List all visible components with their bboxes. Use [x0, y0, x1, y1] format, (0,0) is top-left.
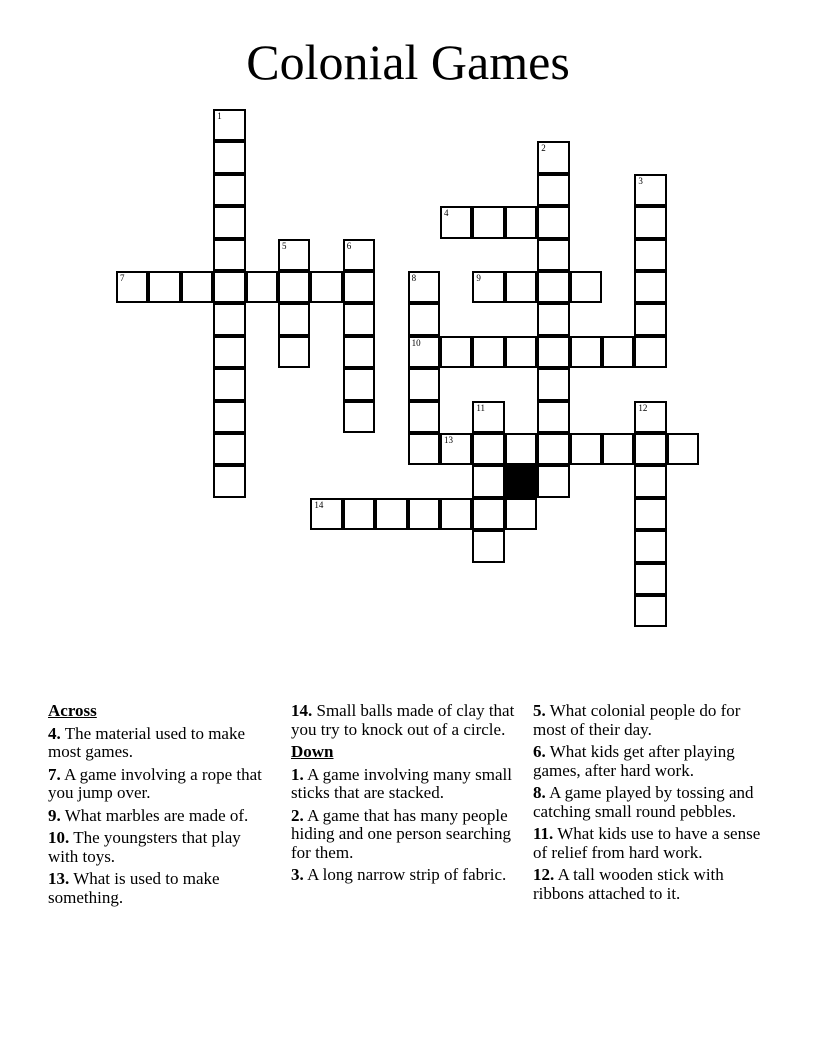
down-heading: Down [291, 742, 334, 761]
clue-across-14 [291, 702, 521, 739]
grid-cell[interactable] [634, 174, 666, 206]
clue-number: 8. [533, 783, 546, 802]
clue-column-3 [533, 702, 763, 907]
grid-cell[interactable] [634, 530, 666, 562]
clue-number: 7. [48, 764, 61, 784]
cell-number: 1 [217, 111, 222, 121]
grid-cell[interactable] [343, 498, 375, 530]
cell-number: 13 [444, 435, 453, 445]
grid-cell[interactable] [537, 368, 569, 400]
grid-cell[interactable] [505, 271, 537, 303]
clue-text: What is used to make something. [48, 869, 220, 907]
grid-cell[interactable] [181, 271, 213, 303]
cell-number: 14 [314, 499, 324, 510]
clue-text: A game played by tossing and catching small round pebbles. [533, 783, 754, 821]
grid-cell[interactable] [440, 433, 472, 465]
clue-text: Small balls made of clay that you try to knock out of a circle. [291, 701, 515, 739]
puzzle-title: Colonial Games [246, 34, 570, 90]
clue-column-1 [48, 702, 273, 911]
grid-cell[interactable] [472, 336, 504, 368]
crossword-grid [117, 110, 699, 628]
grid-cell[interactable] [278, 336, 310, 368]
grid-cell[interactable] [440, 336, 472, 368]
grid-cell[interactable] [213, 271, 245, 303]
clue-column-2 [291, 702, 521, 889]
grid-cell[interactable] [570, 433, 602, 465]
grid-cell[interactable] [343, 303, 375, 335]
grid-cell[interactable] [472, 433, 504, 465]
cell-number: 6 [346, 240, 352, 251]
grid-cell[interactable] [213, 368, 245, 400]
clue-number: 13. [48, 869, 70, 888]
grid-cell[interactable] [343, 401, 375, 433]
grid-cell[interactable] [634, 433, 666, 465]
grid-cell[interactable] [634, 401, 666, 433]
grid-cell[interactable] [148, 271, 180, 303]
grid-cell[interactable] [634, 563, 666, 595]
grid-cell[interactable] [537, 174, 569, 206]
cell-number: 2 [541, 143, 546, 154]
grid-cell[interactable] [472, 271, 504, 303]
clue-text: What kids get after playing games, after hard work. [533, 742, 735, 780]
clue-down-1 [291, 766, 521, 803]
grid-cell[interactable] [213, 401, 245, 433]
clue-across-10 [48, 829, 273, 866]
grid-cell[interactable] [375, 498, 407, 530]
grid-cell[interactable] [634, 595, 666, 627]
grid-cell[interactable] [213, 206, 245, 238]
clue-across-13 [48, 870, 273, 907]
grid-cell[interactable] [408, 336, 440, 368]
grid-cell[interactable] [472, 498, 504, 530]
grid-cell[interactable] [213, 433, 245, 465]
grid-cell[interactable] [667, 433, 699, 465]
grid-cell[interactable] [408, 433, 440, 465]
cell-number: 5 [282, 240, 287, 251]
clue-down-11 [533, 825, 763, 862]
grid-cell[interactable] [213, 109, 245, 141]
clue-number: 10. [48, 828, 70, 847]
clue-text: What marbles are made of. [64, 805, 249, 825]
grid-cell[interactable] [440, 206, 472, 238]
grid-cell[interactable] [634, 206, 666, 238]
grid-cell[interactable] [278, 271, 310, 303]
cell-number: 4 [444, 208, 449, 219]
cell-number: 8 [411, 273, 417, 283]
grid-cell[interactable] [472, 206, 504, 238]
grid-cell[interactable] [213, 336, 245, 368]
clue-text: A long narrow strip of fabric. [307, 865, 507, 884]
grid-cell[interactable] [343, 368, 375, 400]
clue-number: 14. [291, 701, 313, 720]
grid-cell[interactable] [278, 303, 310, 335]
grid-cell[interactable] [570, 336, 602, 368]
clue-text: The youngsters that play with toys. [48, 828, 241, 866]
grid-cell[interactable] [505, 433, 537, 465]
grid-cell[interactable] [634, 239, 666, 271]
grid-cell[interactable] [505, 336, 537, 368]
grid-cell[interactable] [408, 368, 440, 400]
grid-cell[interactable] [440, 498, 472, 530]
clue-number: 1. [291, 764, 304, 784]
across-heading: Across [48, 701, 97, 720]
clue-number: 11. [533, 824, 554, 843]
grid-cell[interactable] [310, 498, 342, 530]
grid-cell[interactable] [537, 206, 569, 238]
grid-cell[interactable] [602, 433, 634, 465]
grid-cell[interactable] [634, 336, 666, 368]
grid-cell[interactable] [213, 465, 245, 497]
clue-down-8 [533, 784, 763, 821]
clue-down-5 [533, 702, 763, 739]
clue-down-12 [533, 866, 763, 903]
clue-across-4 [48, 725, 273, 762]
cell-number: 3 [638, 175, 643, 186]
clue-across-7 [48, 766, 273, 803]
clue-text: A tall wooden stick with ribbons attached to it. [533, 865, 724, 903]
clue-number: 4. [48, 723, 61, 743]
grid-cell[interactable] [634, 465, 666, 497]
clue-down-6 [533, 743, 763, 780]
grid-cell[interactable] [472, 401, 504, 433]
clue-number: 3. [291, 865, 304, 884]
grid-cell[interactable] [537, 239, 569, 271]
clue-down-2 [291, 807, 521, 863]
grid-cell[interactable] [505, 498, 537, 530]
grid-cell[interactable] [634, 498, 666, 530]
grid-cell[interactable] [537, 336, 569, 368]
grid-cell[interactable] [537, 465, 569, 497]
grid-cell[interactable] [472, 465, 504, 497]
grid-cell[interactable] [213, 303, 245, 335]
grid-cell[interactable] [537, 303, 569, 335]
grid-cell[interactable] [343, 239, 375, 271]
grid-cell[interactable] [505, 206, 537, 238]
grid-cell[interactable] [537, 271, 569, 303]
grid-cell[interactable] [408, 303, 440, 335]
black-square [505, 465, 537, 497]
clue-text: What kids use to have a sense of relief from hard work. [533, 824, 761, 862]
grid-cell[interactable] [213, 174, 245, 206]
grid-cell[interactable] [408, 401, 440, 433]
cell-number: 12 [638, 402, 648, 413]
clue-number: 12. [533, 865, 555, 884]
grid-cell[interactable] [537, 141, 569, 173]
clue-text: A game involving a rope that you jump over. [48, 764, 262, 802]
grid-cell[interactable] [278, 239, 310, 271]
grid-cell[interactable] [408, 498, 440, 530]
grid-cell[interactable] [213, 141, 245, 173]
cell-number: 9 [476, 273, 481, 283]
clue-number: 9. [48, 805, 61, 825]
clue-across-9 [48, 807, 273, 826]
clue-text: The material used to make most games. [48, 723, 246, 761]
grid-cell[interactable] [408, 271, 440, 303]
grid-cell[interactable] [634, 271, 666, 303]
grid-cell[interactable] [246, 271, 278, 303]
grid-cell[interactable] [570, 271, 602, 303]
clue-number: 6. [533, 742, 546, 761]
grid-cell[interactable] [602, 336, 634, 368]
grid-cell[interactable] [213, 239, 245, 271]
grid-cell[interactable] [537, 401, 569, 433]
cell-number: 11 [476, 402, 486, 413]
grid-cell[interactable] [343, 336, 375, 368]
grid-cell[interactable] [537, 433, 569, 465]
clue-number: 2. [291, 805, 304, 825]
cell-number: 7 [120, 273, 125, 283]
grid-cell[interactable] [310, 271, 342, 303]
grid-cell[interactable] [343, 271, 375, 303]
clue-text: What colonial people do for most of their day. [533, 701, 741, 739]
grid-cell[interactable] [472, 530, 504, 562]
grid-cell[interactable] [634, 303, 666, 335]
clue-down-3 [291, 866, 521, 885]
clue-number: 5. [533, 701, 546, 720]
grid-cell[interactable] [116, 271, 148, 303]
clue-text: A game involving many small sticks that are stacked. [291, 764, 512, 802]
cell-number: 10 [411, 337, 421, 348]
clue-text: A game that has many people hiding and one person searching for them. [291, 805, 511, 862]
